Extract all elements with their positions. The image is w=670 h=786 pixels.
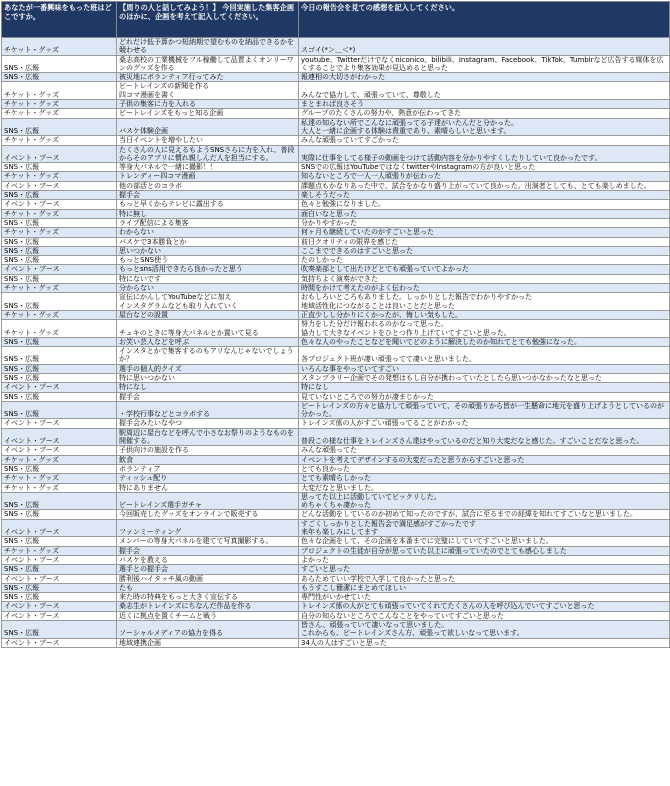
cell-interest[interactable]: SNS・広報 — [2, 246, 117, 255]
table-row — [2, 284, 670, 293]
cell-plan[interactable]: 等身大パネルで一緒に撮影！！ — [117, 163, 299, 172]
cell-plan[interactable]: メンバーの等身大パネルを建てて写真撮影する。 — [117, 537, 299, 546]
cell-plan[interactable]: 飲食 — [117, 455, 299, 464]
table-row — [2, 256, 670, 265]
cell-interest[interactable]: SNS・広報 — [2, 274, 117, 283]
cell-impression[interactable]: あらためていい学校で入学して良かったと思った — [299, 574, 670, 583]
cell-impression[interactable]: 普段この様な仕事をトレインズさん達はやっているのだと知り大変だなと感じた。すごいことだなと思った。 — [299, 428, 670, 446]
cell-plan[interactable]: もっと早くからテレビに露出する — [117, 200, 299, 209]
cell-plan[interactable]: 子供向けの施設を作る — [117, 446, 299, 455]
cell-plan[interactable]: 特に無し — [117, 209, 299, 218]
cell-impression[interactable]: 見ていないところでの努力が凄まじかった — [299, 392, 670, 401]
cell-interest[interactable]: SNS・広報 — [2, 492, 117, 510]
cell-impression[interactable]: プロジェクトの生徒が自分が思っていた以上に頑張っていたのでとても感心しました — [299, 546, 670, 555]
cell-plan[interactable]: 勝利後ハイタッチ風の動画 — [117, 574, 299, 583]
table-row — [2, 145, 670, 163]
cell-plan[interactable]: たくさんの人に見えるもようSNSさらに力を入れ、普段からそのアプリに慣れ親しんだ人を担当にする。 — [117, 145, 299, 163]
cell-impression[interactable]: ここまでできるのはすごいと思った — [299, 246, 670, 255]
cell-impression[interactable]: 吹奏楽部として出たけどとても頑張っていてよかった — [299, 265, 670, 274]
cell-plan[interactable]: 他の部活とのコラボ — [117, 181, 299, 190]
table-row — [2, 483, 670, 492]
cell-plan[interactable]: 地域連携企画 — [117, 638, 299, 647]
cell-interest[interactable]: SNS・広報 — [2, 510, 117, 519]
table-row — [2, 109, 670, 118]
header-impression[interactable]: 今日の報告会を見ての感想を記入してください。 — [299, 2, 670, 38]
table-row — [2, 82, 670, 100]
cell-impression[interactable]: よかった — [299, 555, 670, 564]
cell-plan[interactable]: 特に思いつかない — [117, 373, 299, 382]
table-body — [2, 38, 670, 648]
cell-impression[interactable]: 各プロジェクト班が凄い頑張ってて凄いと思いました。 — [299, 347, 670, 365]
cell-plan[interactable]: どれだけ低予算かつ短納期で望むものを納品できるかを競わせる — [117, 38, 299, 56]
cell-interest[interactable]: SNS・広報 — [2, 163, 117, 172]
cell-interest[interactable]: チケット・グッズ — [2, 109, 117, 118]
cell-interest[interactable]: SNS・広報 — [2, 73, 117, 82]
cell-interest[interactable]: イベント・ブース — [2, 419, 117, 428]
table-row — [2, 537, 670, 546]
table-row — [2, 209, 670, 218]
cell-plan[interactable]: 桑志高校の工業機械をフル稼働して品質よくオンリーワンのグッズを作る — [117, 55, 299, 73]
cell-interest[interactable]: イベント・ブース — [2, 383, 117, 392]
header-row — [2, 2, 670, 38]
table-row — [2, 519, 670, 537]
cell-impression[interactable]: スゴイ(*＞＿＜*) — [299, 38, 670, 56]
cell-interest[interactable]: イベント・ブース — [2, 265, 117, 274]
table-row — [2, 455, 670, 464]
cell-impression[interactable]: 大変だなと思いました。 — [299, 483, 670, 492]
cell-plan[interactable]: チェキのときに等身大パネルとか置いて見る — [117, 320, 299, 338]
table-row — [2, 392, 670, 401]
cell-interest[interactable]: チケット・グッズ — [2, 172, 117, 181]
cell-interest[interactable]: イベント・ブース — [2, 181, 117, 190]
cell-interest[interactable]: イベント・ブース — [2, 611, 117, 620]
cell-impression[interactable]: トレインズ係の人がすごい頑張ってることがわかった — [299, 419, 670, 428]
cell-plan[interactable]: わからない — [117, 228, 299, 237]
cell-interest[interactable]: SNS・広報 — [2, 191, 117, 200]
cell-impression[interactable]: グループのたくさんの努力や、熱意が伝わってきた — [299, 109, 670, 118]
cell-plan[interactable]: バスケで3本勝負とか — [117, 237, 299, 246]
cell-plan[interactable]: ソーシャルメディアの協力を得る — [117, 621, 299, 639]
table-row — [2, 428, 670, 446]
cell-impression[interactable]: 時間をかけて考えたのがよく伝わった — [299, 284, 670, 293]
cell-impression[interactable]: 実際に仕事をしてる様子の動画をつけて活動内容を分かりやすくしたりしていて良かったです。 — [299, 145, 670, 163]
table-row — [2, 100, 670, 109]
cell-impression[interactable]: 色々な企画をして、その企画を本番までに完璧にしていてすごいと思いました。 — [299, 537, 670, 546]
cell-interest[interactable]: イベント・ブース — [2, 555, 117, 564]
cell-interest[interactable]: チケット・グッズ — [2, 284, 117, 293]
cell-plan[interactable]: ・学校行事などとコラボする — [117, 401, 299, 419]
cell-impression[interactable]: とても素晴らしかった — [299, 474, 670, 483]
table-row — [2, 136, 670, 145]
cell-interest[interactable]: イベント・ブース — [2, 145, 117, 163]
cell-impression[interactable]: 報連相の大切さがわかった — [299, 73, 670, 82]
cell-impression[interactable]: 課題点もかなりあった中で、試合をかなり盛り上がっていて良かった。出演者としても、とても楽しめました。 — [299, 181, 670, 190]
table-row — [2, 638, 670, 647]
cell-impression[interactable]: みんなで協力して、頑張っていて、尊敬した — [299, 82, 670, 100]
cell-impression[interactable]: おもしろいところもありました。しっかりとした報告でわかりやすかった 地域活性化につながることは良いことだと思った — [299, 293, 670, 311]
table-row — [2, 474, 670, 483]
cell-interest[interactable]: SNS・広報 — [2, 621, 117, 639]
table-row — [2, 293, 670, 311]
cell-plan[interactable]: ボランティア — [117, 464, 299, 473]
cell-plan[interactable]: お笑い芸人などを呼ぶ — [117, 337, 299, 346]
cell-interest[interactable]: イベント・ブース — [2, 574, 117, 583]
table-row — [2, 337, 670, 346]
cell-interest[interactable]: SNS・広報 — [2, 364, 117, 373]
table-row — [2, 181, 670, 190]
table-row — [2, 55, 670, 73]
cell-interest[interactable]: SNS・広報 — [2, 593, 117, 602]
cell-interest[interactable]: チケット・グッズ — [2, 310, 117, 319]
cell-interest[interactable]: チケット・グッズ — [2, 38, 117, 56]
cell-impression[interactable]: 思ってた以上に活動していてビックリした。 めちゃくちゃ凄かった — [299, 492, 670, 510]
cell-plan[interactable]: 思いつかない — [117, 246, 299, 255]
table-row — [2, 191, 670, 200]
table-row — [2, 602, 670, 611]
table-row — [2, 320, 670, 338]
table-row — [2, 546, 670, 555]
cell-interest[interactable]: SNS・広報 — [2, 337, 117, 346]
cell-interest[interactable]: チケット・グッズ — [2, 455, 117, 464]
cell-impression[interactable]: 色々な人のやったことなどを聞いてどのように解決したのか知れてとても勉強になった。 — [299, 337, 670, 346]
cell-impression[interactable]: 正直少しし分かりにくかったが、悔しい気もした。 — [299, 310, 670, 319]
cell-interest[interactable]: チケット・グッズ — [2, 483, 117, 492]
cell-interest[interactable]: イベント・ブース — [2, 428, 117, 446]
cell-plan[interactable]: 被災地にボランティア行ってみた — [117, 73, 299, 82]
cell-plan[interactable]: トレンディー四コマ漫画 — [117, 172, 299, 181]
cell-interest[interactable]: SNS・広報 — [2, 118, 117, 136]
table-row — [2, 228, 670, 237]
cell-plan[interactable]: 当日イベントを増やしたい — [117, 136, 299, 145]
table-row — [2, 510, 670, 519]
cell-plan[interactable]: ファンミーティング — [117, 519, 299, 537]
cell-plan[interactable]: 握手会 — [117, 546, 299, 555]
cell-impression[interactable]: 34人の人はすごいと思った — [299, 638, 670, 647]
cell-impression[interactable]: すごいと思った — [299, 565, 670, 574]
cell-impression[interactable]: youtube、Twitterだけでなくniconico、bilibili、Instagram、Facebook、TikTok、Tumblrなど広告する媒体を広くすることでより集客効果が見込めると思った — [299, 55, 670, 73]
cell-plan[interactable]: 宣伝にかんしてYouTubeなどに加え インスタグラムなども取り入れていく — [117, 293, 299, 311]
table-row — [2, 419, 670, 428]
cell-plan[interactable]: 駅周辺に屋台などを呼んで小さなお祭りのようなものを開催する。 — [117, 428, 299, 446]
table-row — [2, 555, 670, 564]
table-row — [2, 446, 670, 455]
cell-plan[interactable]: 屋台などの設置 — [117, 310, 299, 319]
cell-interest[interactable]: チケット・グッズ — [2, 136, 117, 145]
table-row — [2, 383, 670, 392]
cell-impression[interactable]: みんな頑張っていてすごかった — [299, 136, 670, 145]
cell-impression[interactable]: 専門性がいかせていた — [299, 593, 670, 602]
cell-interest[interactable]: チケット・グッズ — [2, 474, 117, 483]
table-row — [2, 364, 670, 373]
header-interest[interactable]: あなたが一番興味をもった班はどこですか。 — [2, 2, 117, 38]
table-row — [2, 310, 670, 319]
cell-impression[interactable]: 皆さん、頑張っていて凄いなって思いました。 これからも、ビートレインズさん方、頑張って欲しいなって思います。 — [299, 621, 670, 639]
cell-plan[interactable]: 分からない — [117, 284, 299, 293]
cell-plan[interactable]: もっとsns活用できたら良かったと思う — [117, 265, 299, 274]
cell-plan[interactable]: バスケを教える — [117, 555, 299, 564]
cell-impression[interactable]: 知らないところで一人一人頑張りが伝わった — [299, 172, 670, 181]
table-row — [2, 38, 670, 56]
cell-interest[interactable]: イベント・ブース — [2, 519, 117, 537]
table-row — [2, 73, 670, 82]
cell-impression[interactable]: 特になし — [299, 383, 670, 392]
cell-interest[interactable]: SNS・広報 — [2, 373, 117, 382]
cell-interest[interactable]: SNS・広報 — [2, 55, 117, 73]
cell-plan[interactable]: 選手の個人的クイズ — [117, 364, 299, 373]
cell-interest[interactable]: SNS・広報 — [2, 464, 117, 473]
cell-plan[interactable]: 選手との握手会 — [117, 565, 299, 574]
table-row — [2, 237, 670, 246]
cell-interest[interactable]: SNS・広報 — [2, 237, 117, 246]
table-row — [2, 274, 670, 283]
cell-impression[interactable]: まとまれば良さそう — [299, 100, 670, 109]
table-row — [2, 611, 670, 620]
cell-impression[interactable]: SNSでの広報はYouTubeではなくtwitterやInstagramの方が良いと思った — [299, 163, 670, 172]
cell-impression[interactable]: とても良かった — [299, 464, 670, 473]
table-row — [2, 218, 670, 227]
cell-impression[interactable]: スタンプラリー企画でその発想はもし自分が携わっていたとしたら思いつかなかったなと思った — [299, 373, 670, 382]
cell-impression[interactable]: 自分の知らないところでこんなことをやっていてすごいと思った — [299, 611, 670, 620]
cell-plan[interactable]: もっとSNS使う — [117, 256, 299, 265]
cell-impression[interactable]: みんな頑張ってた — [299, 446, 670, 455]
cell-interest[interactable]: チケット・グッズ — [2, 228, 117, 237]
cell-interest[interactable]: SNS・広報 — [2, 293, 117, 311]
cell-interest[interactable]: イベント・ブース — [2, 200, 117, 209]
cell-impression[interactable]: トレインズ係の人がとても頑張っていてくれてたくさんの人を呼び込んでいてすごいと思った — [299, 602, 670, 611]
table-row — [2, 401, 670, 419]
cell-impression[interactable]: いろんな事をやっていてすごい — [299, 364, 670, 373]
cell-interest[interactable]: チケット・グッズ — [2, 209, 117, 218]
cell-interest[interactable]: イベント・ブース — [2, 602, 117, 611]
cell-plan[interactable]: 握手会みたいなやつ — [117, 419, 299, 428]
cell-impression[interactable]: 楽しそうだった — [299, 191, 670, 200]
table-row — [2, 265, 670, 274]
table-row — [2, 347, 670, 365]
cell-impression[interactable]: 私達の知らない所でこんなに頑張ってる子達がいたんだと分かった。 大人と一緒に企画する体験は貴重であり、素晴らしいと思います。 — [299, 118, 670, 136]
cell-interest[interactable]: SNS・広報 — [2, 392, 117, 401]
cell-plan[interactable]: 握手会 — [117, 191, 299, 200]
cell-impression[interactable]: 努力をした分だけ報われるのかなって思った。 協力して大きなイベントをひとつ作り上げていてすごいと思った。 — [299, 320, 670, 338]
cell-impression[interactable]: 前日クオリティの限界を感じた — [299, 237, 670, 246]
cell-plan[interactable]: 桑志生がトレインズにちなんだ作品を作る — [117, 602, 299, 611]
cell-interest[interactable]: チケット・グッズ — [2, 82, 117, 100]
table-row — [2, 373, 670, 382]
table-row — [2, 163, 670, 172]
table-row — [2, 492, 670, 510]
table-row — [2, 583, 670, 592]
table-row — [2, 593, 670, 602]
cell-plan[interactable]: バスケ体験企画 — [117, 118, 299, 136]
cell-plan[interactable]: 子供の集客に力を入れる — [117, 100, 299, 109]
cell-interest[interactable]: チケット・グッズ — [2, 546, 117, 555]
table-row — [2, 574, 670, 583]
cell-impression[interactable]: 分かりやすかった — [299, 218, 670, 227]
cell-interest[interactable]: SNS・広報 — [2, 347, 117, 365]
cell-impression[interactable]: 面白いなと思った — [299, 209, 670, 218]
cell-interest[interactable]: SNS・広報 — [2, 218, 117, 227]
table-row — [2, 200, 670, 209]
cell-impression[interactable]: 何ヶ月も継続していたのがすごいと思った — [299, 228, 670, 237]
cell-plan[interactable]: たも — [117, 583, 299, 592]
table-row — [2, 464, 670, 473]
cell-plan[interactable]: 特にありません — [117, 483, 299, 492]
cell-interest[interactable]: SNS・広報 — [2, 565, 117, 574]
cell-plan[interactable]: ビートレインズ選手ガチャ — [117, 492, 299, 510]
table-row — [2, 118, 670, 136]
cell-interest[interactable]: SNS・広報 — [2, 583, 117, 592]
cell-interest[interactable]: イベント・ブース — [2, 638, 117, 647]
cell-plan[interactable]: 今回販売したグッズをオンラインで販売する — [117, 510, 299, 519]
cell-impression[interactable]: もうすこし簡潔にまとめてほしい — [299, 583, 670, 592]
survey-table — [1, 1, 670, 648]
cell-interest[interactable]: SNS・広報 — [2, 256, 117, 265]
cell-impression[interactable]: 気持ちよく演奏ができた — [299, 274, 670, 283]
cell-interest[interactable]: チケット・グッズ — [2, 320, 117, 338]
cell-plan[interactable]: 特にないです — [117, 274, 299, 283]
cell-plan[interactable]: ビートレインズをもっと知る企画 — [117, 109, 299, 118]
cell-plan[interactable]: 来た時の特典をもっと大きく宣伝する — [117, 593, 299, 602]
cell-plan[interactable]: インスタとかで集客するのもアリなんじゃないでしょうか？ — [117, 347, 299, 365]
cell-plan[interactable]: ライブ配信による集客 — [117, 218, 299, 227]
cell-interest[interactable]: チケット・グッズ — [2, 100, 117, 109]
cell-impression[interactable]: たのしかった — [299, 256, 670, 265]
cell-plan[interactable]: 近くに拠点を置くチームと戦う — [117, 611, 299, 620]
cell-impression[interactable]: ビートレインズの方々と協力して頑張っていて、その頑張りから皆が一生懸命に地元を盛り上げようとしているのが分かった。 — [299, 401, 670, 419]
cell-impression[interactable]: 色々と勉強になりました。 — [299, 200, 670, 209]
table-row — [2, 565, 670, 574]
table-row — [2, 621, 670, 639]
cell-plan[interactable]: 特になし — [117, 383, 299, 392]
cell-plan[interactable]: ティッシュ配り — [117, 474, 299, 483]
cell-impression[interactable]: イベントを考えてデザインするの大変だったと思うからすごいと思った — [299, 455, 670, 464]
cell-interest[interactable]: SNS・広報 — [2, 537, 117, 546]
cell-impression[interactable]: すごくしっかりとした報告会で満足感がすごかったです 来年も楽しみにしてます — [299, 519, 670, 537]
table-row — [2, 172, 670, 181]
table-row — [2, 246, 670, 255]
cell-plan[interactable]: ビートレインズの新聞を作る 四コマ漫画を書く — [117, 82, 299, 100]
header-plan[interactable]: 【周りの人と話してみよう！】 今回実施した集客企画のほかに、企画を考えて記入してください。 — [117, 2, 299, 38]
cell-impression[interactable]: どんな活動をしているのか初めて知ったのですが、試合に至るまでの経緯を知れてすごいなと思いました。 — [299, 510, 670, 519]
cell-interest[interactable]: SNS・広報 — [2, 401, 117, 419]
cell-interest[interactable]: イベント・ブース — [2, 446, 117, 455]
cell-plan[interactable]: 握手会 — [117, 392, 299, 401]
